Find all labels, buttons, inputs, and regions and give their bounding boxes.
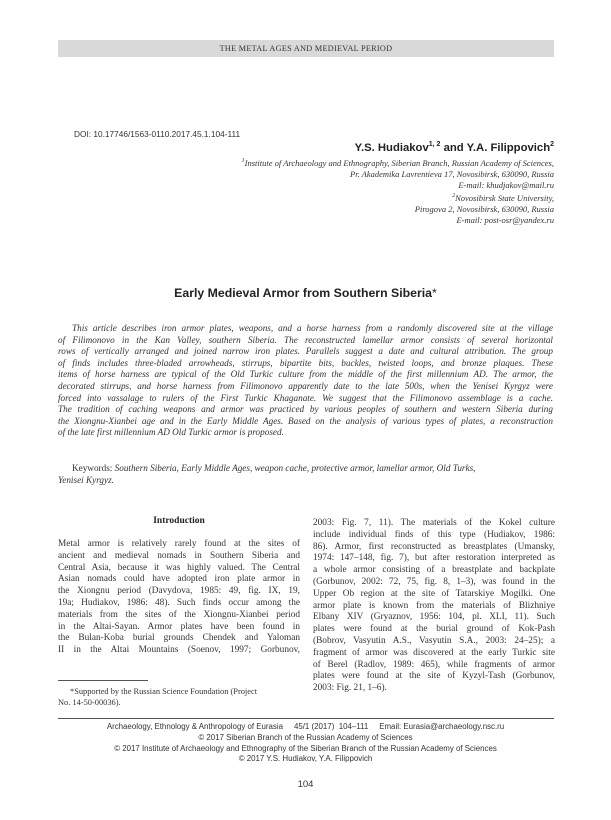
author-1: Y.S. Hudiakov <box>354 141 429 154</box>
affiliation-line: $^2$Novosibirsk State University, <box>452 192 554 203</box>
text-line: include individual finds of this type (Hudiakov, 1986: <box>313 529 555 540</box>
footnote-line: *Supported by the Russian Science Foundation (Project <box>70 687 258 696</box>
section-heading-introduction: Introduction <box>153 516 205 526</box>
abstract <box>58 323 553 439</box>
abstract-line: of the late first millennium AD Old Turkic armor is proposed. <box>58 427 284 438</box>
authors <box>355 141 554 154</box>
text-line: Asian nomads could have adopted iron plate armor in <box>58 574 300 585</box>
footer-copyright-line: © 2017 Institute of Archaeology and Ethnography of the Siberian Branch of the Russian Academy of Sciences <box>114 743 497 753</box>
text-line: in the Altai-Sayan. Armor plates have been found in <box>58 621 300 632</box>
text-line: 19a; Hudiakov, 1986: 48). Such finds occur among the <box>58 597 300 608</box>
text-line: 86). Armor, first reconstructed as breastplates (Umansky, <box>313 541 555 552</box>
affiliation-line: Pirogova 2, Novosibirsk, 630090, Russia <box>414 203 554 214</box>
text-line: plates were found at the site of Kyzyl-Tash (Gorbunov, <box>313 671 555 682</box>
article-title-mark: * <box>432 286 437 300</box>
text-line: 2003: Fig. 21, 1–6). <box>313 683 387 694</box>
footer-rule <box>58 718 554 719</box>
authors-and: and <box>440 141 467 154</box>
journal-footer <box>0 722 611 765</box>
keywords-label: Keywords: <box>72 463 115 473</box>
affiliation-line: E-mail: khudjakov@mail.ru <box>458 179 554 190</box>
footnote-line: No. 14-50-00036). <box>58 698 121 707</box>
keywords-list: Southern Siberia, Early Middle Ages, weapon cache, protective armor, lamellar armor, Old Turks, <box>114 463 476 473</box>
abstract-line: The tradition of caching weapons and armor was practiced by various peoples of southern and western Siberia during <box>58 404 553 415</box>
article-title <box>0 286 611 300</box>
text-line: 2003: Fig. 7, 11). The materials of the Kokel culture <box>313 518 555 528</box>
doi: DOI: 10.17746/1563-0110.2017.45.1.104-111 <box>74 129 241 139</box>
text-line: plates were found at the burial ground of Kok-Pash <box>313 624 555 635</box>
author-2-affil: 2 <box>550 141 554 148</box>
footer-journal-line: Archaeology, Ethnology & Anthropology of Eurasia 45/1 (2017) 104–111 Email: Eurasia@archaeology.nsc.ru <box>106 722 505 731</box>
text-line: materials from the sites of the Xiongnu-Xianbei period <box>58 609 300 620</box>
text-line: the Xiongnu period (Davydova, 1985: 49, fig. IX, 19, <box>58 586 300 597</box>
text-line: armor plate is known from the materials of Blizhniye <box>313 600 555 611</box>
keywords-list-cont: Yenisei Kyrgyz. <box>58 474 114 485</box>
abstract-line: of Filimonovo in the Kan Valley, southern Siberia. The reconstructed lamellar armor consists of several horizontal <box>58 334 553 345</box>
article-title-text: Early Medieval Armor from Southern Siberia <box>174 286 433 300</box>
footer-copyright-line: © 2017 Y.S. Hudiakov, Y.A. Filippovich <box>238 754 373 764</box>
text-line: Upper Ob region at the site of Tatarskiye Mogilki. One <box>313 588 555 599</box>
abstract-line: forced into vassalage to rulers of the First Turkic Khaganate. We suggest that the Filimonovo assemblage is a cache. <box>58 392 553 403</box>
text-line: II in the Altai Mountains (Soenov, 1997; Gorbunov, <box>58 645 300 656</box>
abstract-line: of finds includes three-bladed arrowheads, stirrups, bipartite bits, buckles, twisted loops, and bronze plaques. These <box>58 357 553 368</box>
abstract-line: the Xiongnu-Xianbei age and in the Early Middle Ages. Based on the analysis of various types of plates, a reconstruction <box>58 415 553 426</box>
text-line: (Bobrov, Vasyutin A.S., Vasyutin S.A., 2003: 24–25); a <box>313 635 555 646</box>
text-line: 1974: 147–148, fig. 7), but after restoration interpreted as <box>313 553 555 564</box>
text-line: Elbany XIV (Gryaznov, 1956: 104, pl. XLI, 11). Such <box>313 612 555 623</box>
right-column-text <box>313 518 555 695</box>
author-1-affil: 1, 2 <box>428 141 441 148</box>
text-line: (Gorbunov, 2002: 72, 75, fig. 8, 1–3), was found in the <box>313 576 555 587</box>
abstract-line: decorated stirrups, and horse harness from Filimonovo apparently date to the late 500s, when the Yenisei Kyrgyz were <box>58 380 553 391</box>
footer-copyright-line: © 2017 Siberian Branch of the Russian Academy of Sciences <box>198 732 413 742</box>
abstract-line: This article describes iron armor plates, weapons, and a horse harness from a randomly discovered site at the village <box>72 323 553 333</box>
introduction-text <box>58 539 300 657</box>
running-header <box>58 40 554 57</box>
text-line: ancient and medieval nomads in Southern Siberia and <box>58 550 300 561</box>
affiliation-line: E-mail: post-osr@yandex.ru <box>456 214 554 225</box>
affiliation-line: $^1$Institute of Archaeology and Ethnography, Siberian Branch, Russian Academy of Sciences, <box>241 157 554 168</box>
affiliations <box>134 156 554 226</box>
footnote <box>58 686 300 708</box>
running-header-text: THE METAL AGES AND MEDIEVAL PERIOD <box>219 44 393 53</box>
keywords <box>58 463 553 486</box>
page-number: 104 <box>297 779 314 790</box>
text-line: a whole armor consisting of a breastplate and backplate <box>313 565 555 576</box>
text-line: of Berel (Radlov, 1989: 465), while fragments of armor <box>313 659 555 670</box>
abstract-line: items of horse harness are typical of the Old Turkic culture from the middle of the first millennium AD. The armor, the <box>58 369 553 380</box>
text-line: fragment of armor was discovered at the early Turkic site <box>313 647 555 658</box>
affiliation-line: Pr. Akademika Lavrentieva 17, Novosibirsk, 630090, Russia <box>350 168 554 179</box>
text-line: Central Asia, because it was highly valued. The Central <box>58 562 300 573</box>
author-2: Y.A. Filippovich <box>466 141 551 154</box>
footnote-rule <box>58 680 148 681</box>
text-line: Metal armor is relatively rarely found at the sites of <box>58 539 300 549</box>
text-line: the Bulan-Koba burial grounds Chendek and Yaloman <box>58 633 300 644</box>
abstract-line: rows of vertically arranged and joined narrow iron plates. Parallels suggest a date and cultural attribution. The group <box>58 346 553 357</box>
